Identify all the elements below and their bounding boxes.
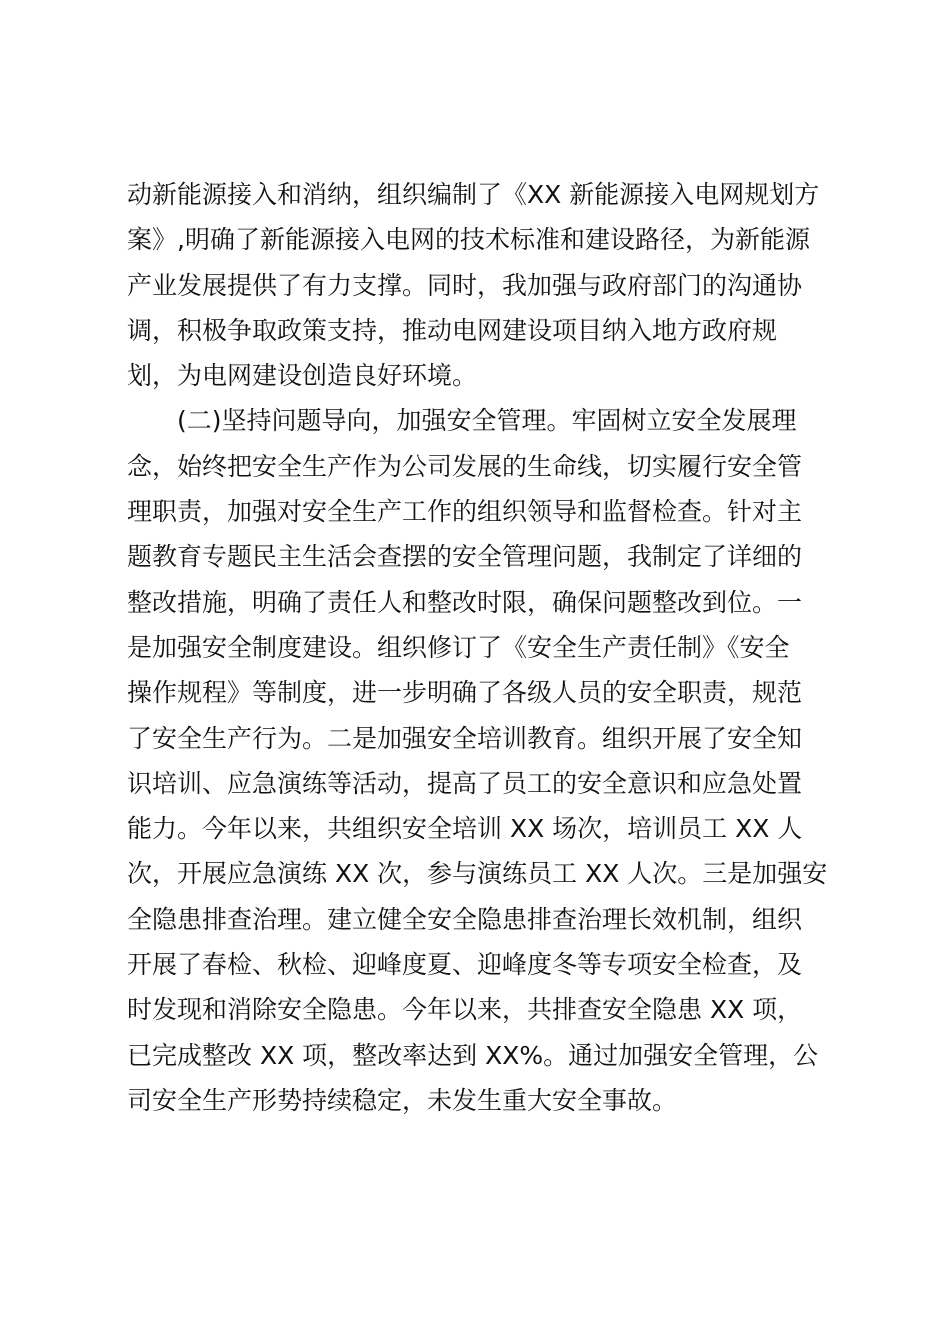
text-line: 题教育专题民主生活会查摆的安全管理问题，我制定了详细的 — [127, 542, 803, 572]
text-line: 司安全生产形势持续稳定，未发生重大安全事故。 — [127, 1085, 678, 1115]
text-line: 操作规程》等制度，进一步明确了各级人员的安全职责，规范 — [127, 678, 803, 708]
text-line: 全隐患排查治理。建立健全安全隐患排查治理长效机制，组织 — [127, 904, 803, 934]
text-line: 理职责，加强对安全生产工作的组织领导和监督检查。针对主 — [127, 497, 803, 527]
text-line: 整改措施，明确了责任人和整改时限，确保问题整改到位。一 — [127, 587, 803, 617]
text-line: 念，始终把安全生产作为公司发展的生命线，切实履行安全管 — [127, 451, 803, 481]
text-line: 产业发展提供了有力支撑。同时，我加强与政府部门的沟通协 — [127, 270, 803, 300]
text-line: 次，开展应急演练 XX 次，参与演练员工 XX 人次。三是加强安 — [127, 859, 828, 889]
text-line: 时发现和消除安全隐患。今年以来，共排查安全隐患 XX 项， — [127, 995, 803, 1025]
text-line: 开展了春检、秋检、迎峰度夏、迎峰度冬等专项安全检查，及 — [127, 950, 803, 980]
text-line: 了安全生产行为。二是加强安全培训教育。组织开展了安全知 — [127, 723, 803, 753]
body-text — [127, 172, 847, 1123]
text-line: 是加强安全制度建设。组织修订了《安全生产责任制》《安全 — [127, 632, 790, 662]
text-line: 案》,明确了新能源接入电网的技术标准和建设路径，为新能源 — [127, 225, 810, 255]
text-line: 调，积极争取政策支持，推动电网建设项目纳入地方政府规 — [127, 315, 778, 345]
text-line: 划，为电网建设创造良好环境。 — [127, 361, 478, 391]
text-line: 动新能源接入和消纳，组织编制了《XX 新能源接入电网规划方 — [127, 180, 820, 209]
text-line: 已完成整改 XX 项，整改率达到 XX%。通过加强安全管理，公 — [127, 1040, 819, 1070]
section-heading-line: (二)坚持问题导向，加强安全管理。牢固树立安全发展理 — [127, 406, 797, 436]
text-line: 识培训、应急演练等活动，提高了员工的安全意识和应急处置 — [127, 768, 803, 798]
text-line: 能力。今年以来，共组织安全培训 XX 场次，培训员工 XX 人 — [127, 814, 803, 844]
